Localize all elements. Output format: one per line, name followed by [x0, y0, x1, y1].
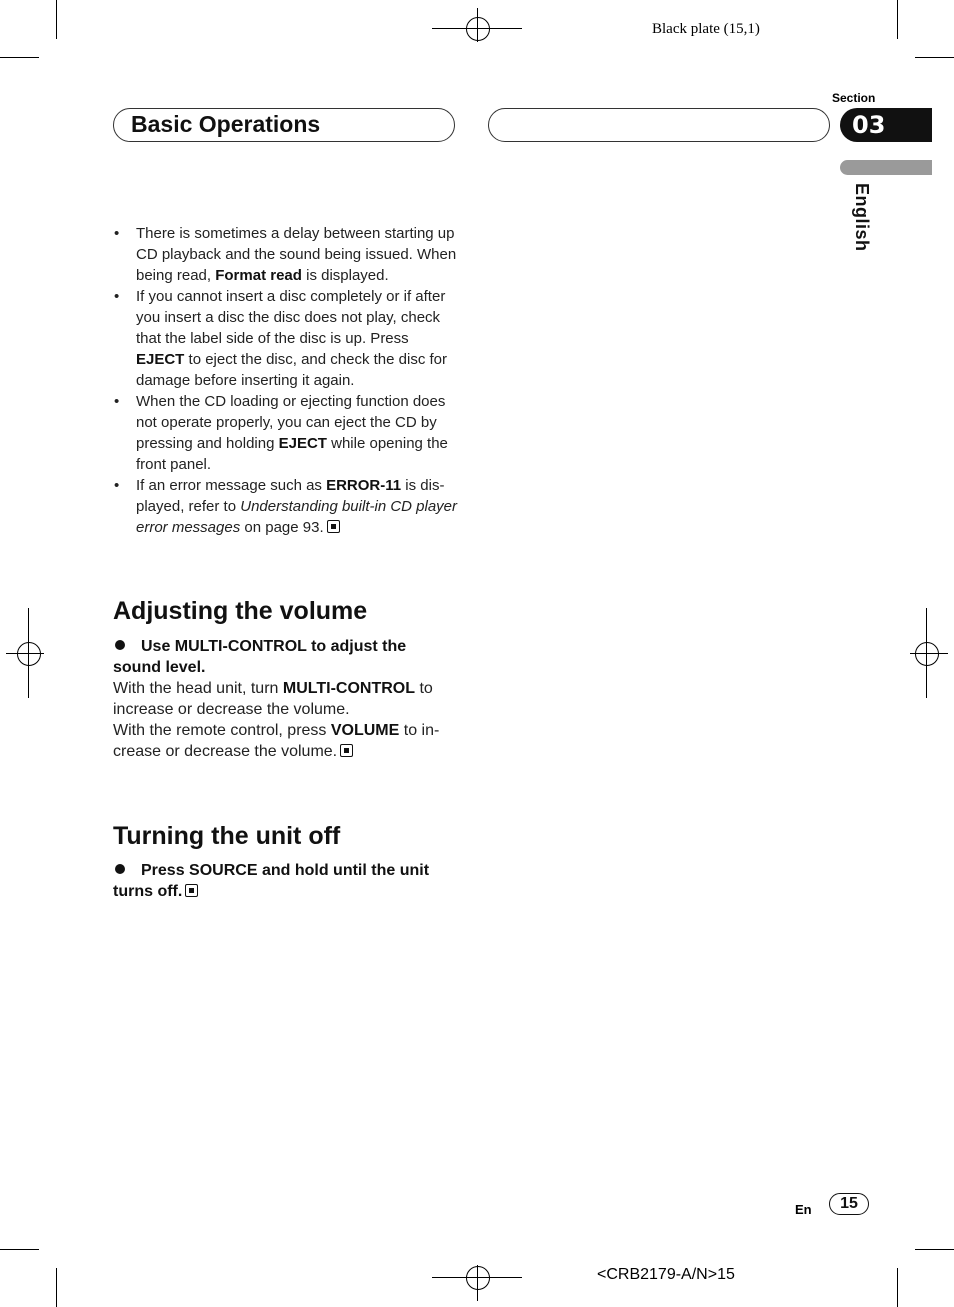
- language-bar: [840, 160, 932, 175]
- registration-circle: [466, 17, 490, 41]
- step-text: Use MULTI-CONTROL to adjust the sound level.: [113, 638, 407, 676]
- section-badge: [840, 108, 932, 142]
- crop-mark: [897, 0, 898, 39]
- section-number: 03: [852, 111, 886, 139]
- registration-circle: [915, 642, 939, 666]
- crop-mark: [0, 57, 39, 58]
- list-item: • If an error message such as ERROR-11 is dis- played, refer to Understanding built-in CD player error messages on page 93.: [113, 475, 458, 538]
- language-code: En: [795, 1202, 812, 1217]
- crop-mark: [56, 1268, 57, 1307]
- crop-mark: [915, 1249, 954, 1250]
- section-heading-unit-off: Turning the unit off: [113, 822, 341, 850]
- step-text: Press SOURCE and hold until the unit turns off.: [113, 862, 430, 900]
- chapter-title: Basic Operations: [131, 111, 321, 137]
- list-item: • There is sometimes a delay between starting up CD playback and the sound being issued. When being read, Format read is displayed.: [113, 223, 458, 286]
- notes-list: [113, 223, 458, 538]
- step-volume: [113, 636, 458, 678]
- list-item: • If you cannot insert a disc completely or if after you insert a disc the disc does not play, check that the label side of the disc is up. Press EJECT to eject the disc, and check the disc for damage before inserting it again.: [113, 286, 458, 391]
- end-mark-icon: [340, 744, 353, 757]
- step-bullet-icon: [115, 864, 125, 874]
- step-bullet-icon: [115, 640, 125, 650]
- volume-instructions: With the head unit, turn MULTI-CONTROL to increase or decrease the volume. With the remote control, press VOLUME to in- crease or decrease the volume.: [113, 680, 440, 760]
- list-item: • When the CD loading or ejecting function does not operate properly, you can eject the CD by pressing and holding EJECT while opening the front panel.: [113, 391, 458, 475]
- section-heading-volume: Adjusting the volume: [113, 597, 368, 625]
- language-label: English: [852, 183, 872, 252]
- plate-label: Black plate (15,1): [652, 21, 760, 37]
- registration-circle: [466, 1266, 490, 1290]
- crop-mark: [897, 1268, 898, 1307]
- step-unit-off: [113, 860, 458, 902]
- page-number: 15: [829, 1193, 869, 1215]
- chapter-tab: [113, 108, 455, 142]
- header-tab-empty: [488, 108, 830, 142]
- crop-mark: [56, 0, 57, 39]
- section-label: Section: [832, 91, 876, 105]
- crop-mark: [0, 1249, 39, 1250]
- registration-circle: [17, 642, 41, 666]
- document-code: <CRB2179-A/N>15: [597, 1266, 735, 1283]
- end-mark-icon: [327, 520, 340, 533]
- end-mark-icon: [185, 884, 198, 897]
- crop-mark: [915, 57, 954, 58]
